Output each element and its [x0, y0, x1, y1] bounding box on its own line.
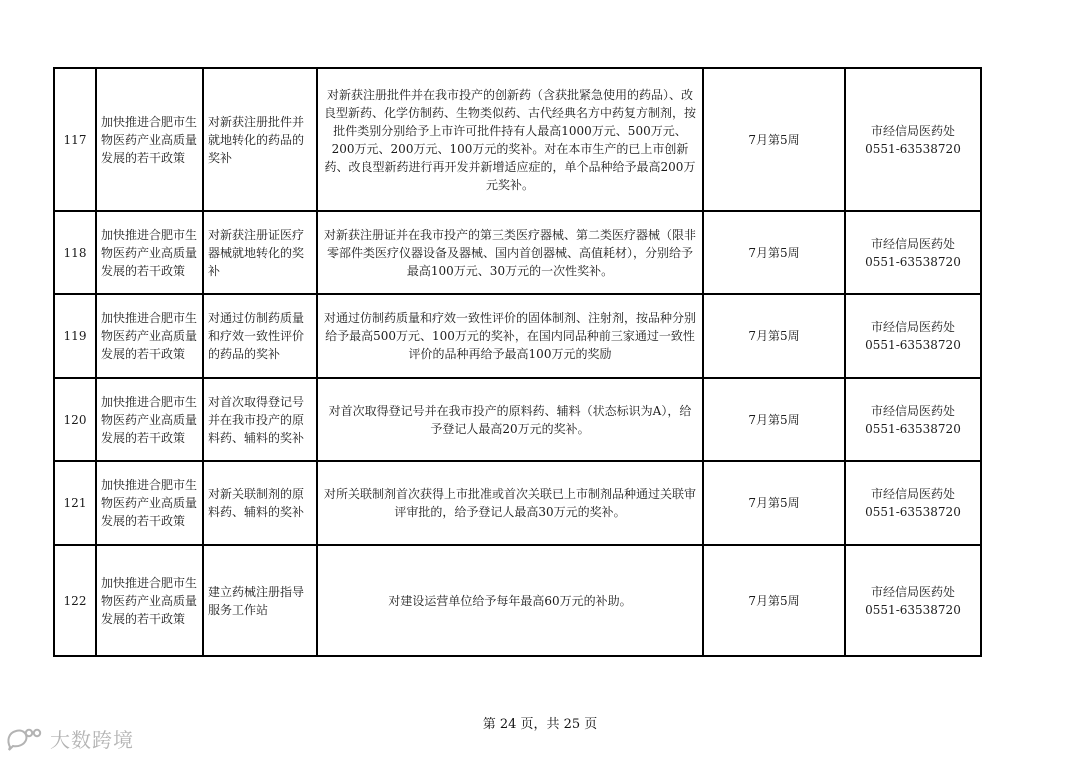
support-item: 对新获注册证医疗器械就地转化的奖补: [203, 211, 317, 294]
support-item: 对首次取得登记号并在我市投产的原料药、辅料的奖补: [203, 378, 317, 461]
row-number: 122: [54, 545, 96, 656]
phone-number: 0551-63538720: [865, 602, 961, 617]
support-item: 对通过仿制药质量和疗效一致性评价的药品的奖补: [203, 294, 317, 378]
timing: 7月第5周: [703, 545, 845, 656]
policy-content: 对所关联制剂首次获得上市批准或首次关联已上市制剂品种通过关联审评审批的，给予登记人最高30万元的奖补。: [317, 461, 703, 545]
timing: 7月第5周: [703, 211, 845, 294]
row-number: 117: [54, 68, 96, 211]
department-name: 市经信局医药处: [870, 487, 955, 501]
policy-name: 加快推进合肥市生物医药产业高质量发展的若干政策: [96, 294, 203, 378]
row-number: 118: [54, 211, 96, 294]
support-item: 建立药械注册指导服务工作站: [203, 545, 317, 656]
watermark: [6, 724, 134, 753]
policy-name: 加快推进合肥市生物医药产业高质量发展的若干政策: [96, 68, 203, 211]
table-row: [54, 211, 981, 294]
support-item: 对新关联制剂的原料药、辅料的奖补: [203, 461, 317, 545]
row-number: 119: [54, 294, 96, 378]
department-name: 市经信局医药处: [870, 236, 955, 251]
contact-cell: [845, 211, 981, 294]
timing: 7月第5周: [703, 294, 845, 378]
department-name: 市经信局医药处: [870, 320, 955, 334]
contact-cell: [845, 378, 981, 461]
contact-cell: [845, 68, 981, 211]
policy-content: 对首次取得登记号并在我市投产的原料药、辅料（状态标识为A），给予登记人最高20万元的奖补。: [317, 378, 703, 461]
row-number: 120: [54, 378, 96, 461]
policy-name: 加快推进合肥市生物医药产业高质量发展的若干政策: [96, 461, 203, 545]
policy-content: 对新获注册证并在我市投产的第三类医疗器械、第二类医疗器械（限非零部件类医疗仪器设备及器械、国内首创器械、高值耗材），分别给予最高100万元、30万元的一次性奖补。: [317, 211, 703, 294]
department-name: 市经信局医药处: [870, 123, 955, 138]
row-number: 121: [54, 461, 96, 545]
policy-name: 加快推进合肥市生物医药产业高质量发展的若干政策: [96, 211, 203, 294]
watermark-text: 大数跨境: [50, 728, 134, 752]
policy-name: 加快推进合肥市生物医药产业高质量发展的若干政策: [96, 378, 203, 461]
table-row: [54, 378, 981, 461]
support-item: 对新获注册批件并就地转化的药品的奖补: [203, 68, 317, 211]
table-row: [54, 68, 981, 211]
phone-number: 0551-63538720: [865, 254, 961, 269]
contact-cell: [845, 294, 981, 378]
phone-number: 0551-63538720: [865, 505, 961, 519]
phone-number: 0551-63538720: [865, 338, 961, 352]
timing: 7月第5周: [703, 68, 845, 211]
department-name: 市经信局医药处: [870, 584, 955, 599]
table-row: [54, 461, 981, 545]
timing: 7月第5周: [703, 461, 845, 545]
policy-content: 对建设运营单位给予每年最高60万元的补助。: [317, 545, 703, 656]
phone-number: 0551-63538720: [865, 141, 961, 156]
policy-content: 对新获注册批件并在我市投产的创新药（含获批紧急使用的药品）、改良型新药、化学仿制药、生物类似药、古代经典名方中药复方制剂，按批件类别分别给予上市许可批件持有人最高1000万元、500万元、200万元、200万元、100万元的奖补。对在本市生产的已上市创新药、改良型新药进行再开发并新增适应症的，单个品种给予最高200万元奖补。: [317, 68, 703, 211]
chat-bubble-logo-icon: [6, 726, 46, 752]
department-name: 市经信局医药处: [870, 403, 955, 418]
phone-number: 0551-63538720: [865, 421, 961, 436]
contact-cell: [845, 461, 981, 545]
timing: 7月第5周: [703, 378, 845, 461]
page-number: 第 24 页，共 25 页: [482, 717, 598, 732]
contact-cell: [845, 545, 981, 656]
policy-name: 加快推进合肥市生物医药产业高质量发展的若干政策: [96, 545, 203, 656]
table-row: [54, 545, 981, 656]
table-row: [54, 294, 981, 378]
policy-table: [53, 67, 982, 657]
policy-content: 对通过仿制药质量和疗效一致性评价的固体制剂、注射剂，按品种分别给予最高500万元、100万元的奖补，在国内同品种前三家通过一致性评价的品种再给予最高100万元的奖励: [317, 294, 703, 378]
